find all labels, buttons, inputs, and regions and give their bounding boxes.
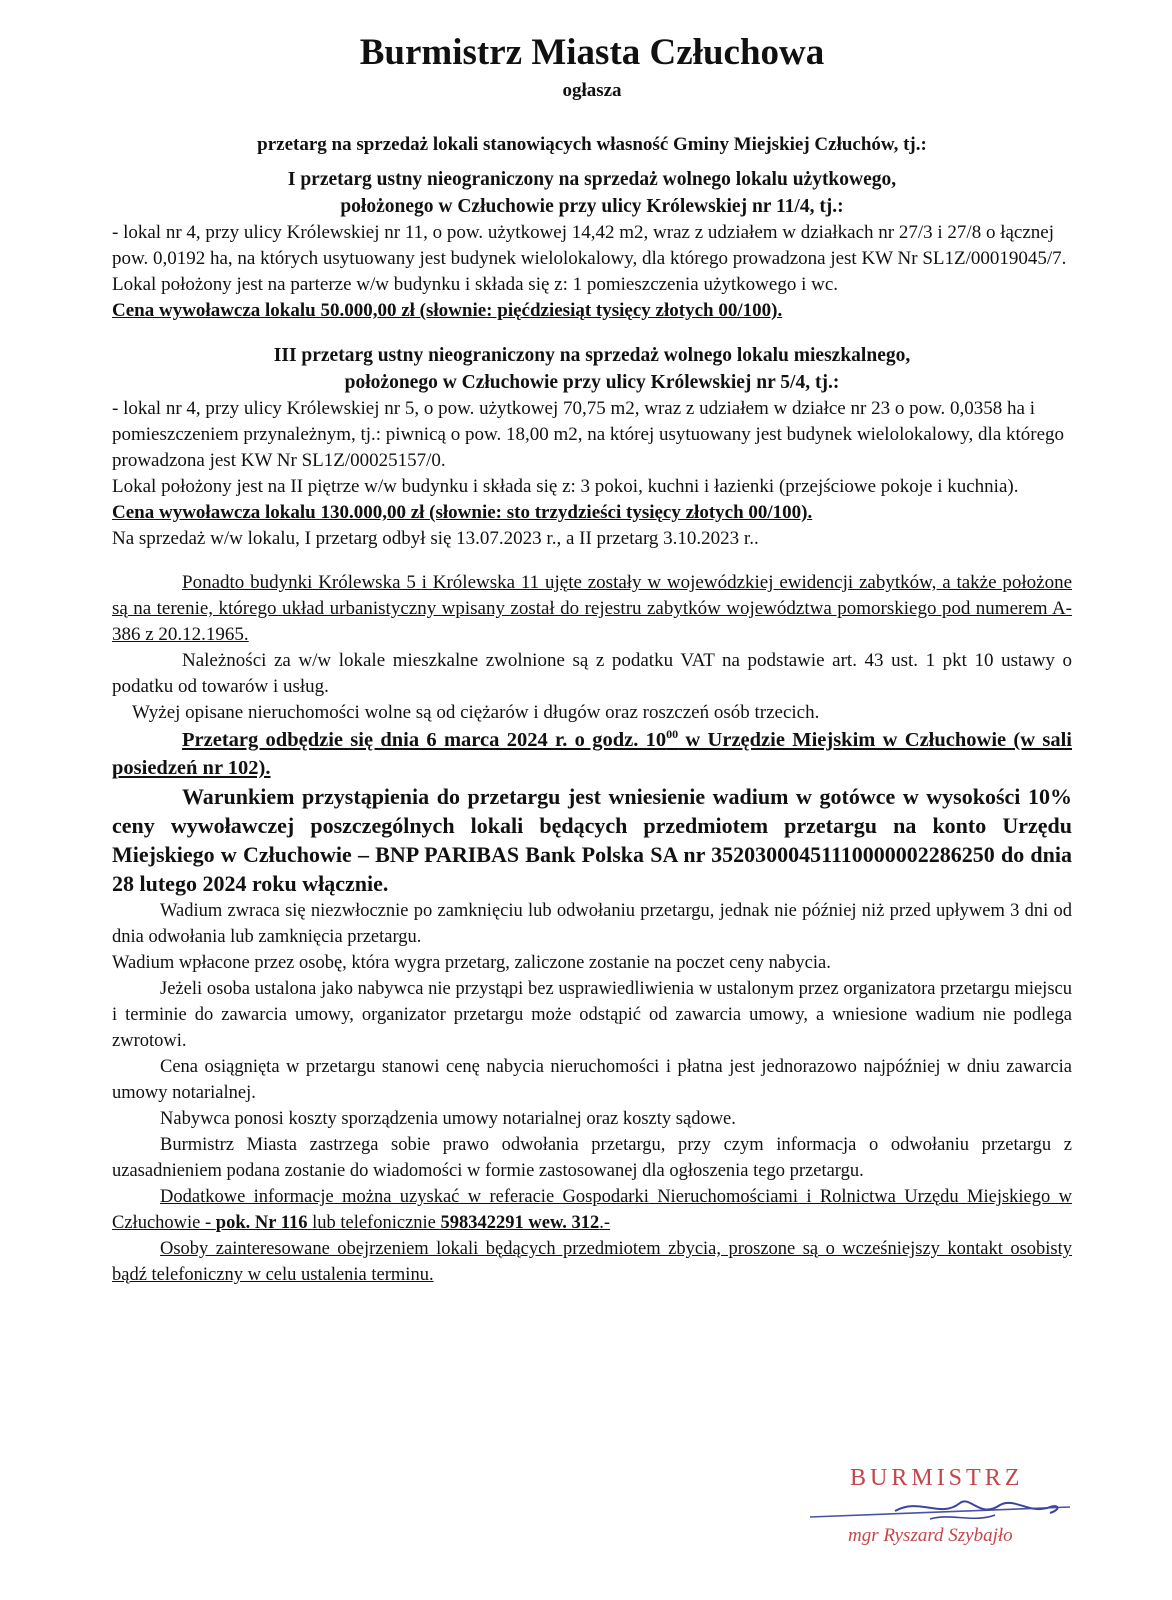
encumbrances-text: Wyżej opisane nieruchomości wolne są od ciężarów i długów oraz roszczeń osób trzecich. <box>132 702 820 723</box>
cancellation-text: Burmistrz Miasta zastrzega sobie prawo odwołania przetargu, przy czym informacja o odwołaniu przetargu z uzasadnieniem podana zostanie do wiadomości w formie zastosowanej dla ogłoszenia tego przetargu. <box>112 1135 1072 1181</box>
auction-date-part2: w Urzędzie Miejskim w Człuchowie (w sali posiedzeń nr 102). <box>112 729 1072 779</box>
payment-text: Cena osiągnięta w przetargu stanowi cenę nabycia nieruchomości i płatna jest jednorazowo najpóźniej w dniu zawarcia umowy notarialnej. <box>112 1057 1072 1103</box>
mayor-stamp <box>800 1465 1080 1565</box>
stamp-title: BURMISTRZ <box>850 1465 1024 1491</box>
announcement-page <box>112 30 1072 1288</box>
costs-text: Nabywca ponosi koszty sporządzenia umowy notarialnej oraz koszty sądowe. <box>160 1109 736 1129</box>
section-commercial-unit <box>112 166 1072 324</box>
section2-location: Lokal położony jest na II piętrze w/w budynku i składa się z: 3 pokoi, kuchni i łazienki (przejściowe pokoje i kuchnia). <box>112 476 1019 497</box>
no-show-text: Jeżeli osoba ustalona jako nabywca nie przystąpi bez usprawiedliwienia w ustalonym przez organizatora przetargu miejscu i terminie do zawarcia umowy, organizator przetargu może odstąpić od zawarcia umowy, a wniesione wadium nie podlega zwrotowi. <box>112 979 1072 1051</box>
auction-date <box>112 726 1072 782</box>
info-part2: lub telefonicznie <box>307 1213 441 1233</box>
monuments-text: Ponadto budynki Królewska 5 i Królewska 11 ujęte zostały w wojewódzkiej ewidencji zabytków, a także położone są na terenie, którego układ urbanistyczny wpisany został do rejestru zabytków województwa pomorskiego pod numerem A-386 z 20.12.1965. <box>112 572 1072 645</box>
section2-heading-line2: położonego w Człuchowie przy ulicy Królewskiej nr 5/4, tj.: <box>344 372 840 393</box>
section2-description: - lokal nr 4, przy ulicy Królewskiej nr 5, o pow. użytkowej 70,75 m2, wraz z udziałem w działce nr 23 o pow. 0,0358 ha i pomieszczeniem przynależnym, tj.: piwnicą o pow. 18,00 m2, na której usytuowany jest budynek wielolokalowy, dla którego prowadzona jest KW Nr SL1Z/00025157/0. <box>112 398 1065 471</box>
deposit-winner-text: Wadium wpłacone przez osobę, która wygra przetarg, zaliczone zostanie na poczet ceny nabycia. <box>112 953 831 973</box>
intro-text: przetarg na sprzedaż lokali stanowiących własność Gminy Miejskiej Człuchów, tj.: <box>257 134 927 155</box>
section2-history: Na sprzedaż w/w lokalu, I przetarg odbył się 13.07.2023 r., a II przetarg 3.10.2023 r.. <box>112 528 759 549</box>
info-room: pok. Nr 116 <box>215 1213 308 1233</box>
info-part1: Dodatkowe informacje można uzyskać w referacie Gospodarki Nieruchomościami i Rolnictwa Urzędu Miejskiego w Człuchowie - <box>112 1187 1072 1233</box>
section-residential-unit <box>112 342 1072 552</box>
info-phone: 598342291 wew. 312 <box>440 1213 600 1233</box>
deposit-text: Warunkiem przystąpienia do przetargu jest wniesienie wadium w gotówce w wysokości 10% ceny wywoławczej poszczególnych lokali będących przedmiotem przetargu na konto Urzędu Miejskiego w Człuchowie – BNP PARIBAS Bank Polska SA nr 35203000451110000002286250 do dnia 28 lutego 2024 roku włącznie. <box>112 784 1072 896</box>
viewing-text: Osoby zainteresowane obejrzeniem lokali będących przedmiotem zbycia, proszone są o wcześniejszy kontakt osobisty bądź telefoniczny w celu ustalenia terminu. <box>112 1239 1072 1285</box>
info-text <box>112 1184 1072 1236</box>
info-part3: .- <box>599 1213 611 1233</box>
section1-description: - lokal nr 4, przy ulicy Królewskiej nr 11, o pow. użytkowej 14,42 m2, wraz z udziałem w działkach nr 27/3 i 27/8 o łącznej pow. 0,0192 ha, na których usytuowany jest budynek wielolokalowy, dla którego prowadzona jest KW Nr SL1Z/00019045/7. <box>112 222 1067 269</box>
auction-date-part1: Przetarg odbędzie się dnia 6 marca 2024 r. o godz. 10 <box>182 729 667 751</box>
section1-heading-line2: położonego w Człuchowie przy ulicy Królewskiej nr 11/4, tj.: <box>340 196 844 217</box>
page-subtitle: ogłasza <box>562 80 622 101</box>
page-title: Burmistrz Miasta Człuchowa <box>359 32 825 73</box>
section1-heading-line1: I przetarg ustny nieograniczony na sprzedaż wolnego lokalu użytkowego, <box>287 169 897 190</box>
section1-price: Cena wywoławcza lokalu 50.000,00 zł (słownie: pięćdziesiąt tysięcy złotych 00/100). <box>112 300 783 321</box>
auction-date-minutes: 00 <box>666 727 679 742</box>
deposit-return-text: Wadium zwraca się niezwłocznie po zamknięciu lub odwołaniu przetargu, jednak nie później niż przed upływem 3 dni od dnia odwołania lub zamknięcia przetargu. <box>112 901 1072 947</box>
section2-price: Cena wywoławcza lokalu 130.000,00 zł (słownie: sto trzydzieści tysięcy złotych 00/100). <box>112 502 813 523</box>
vat-text: Należności za w/w lokale mieszkalne zwolnione są z podatku VAT na podstawie art. 43 ust. 1 pkt 10 ustawy o podatku od towarów i usług. <box>112 650 1072 697</box>
section1-location: Lokal położony jest na parterze w/w budynku i składa się z: 1 pomieszczenia użytkowego i wc. <box>112 274 838 295</box>
stamp-name: mgr Ryszard Szybajło <box>848 1525 1013 1546</box>
section2-heading-line1: III przetarg ustny nieograniczony na sprzedaż wolnego lokalu mieszkalnego, <box>273 345 911 366</box>
